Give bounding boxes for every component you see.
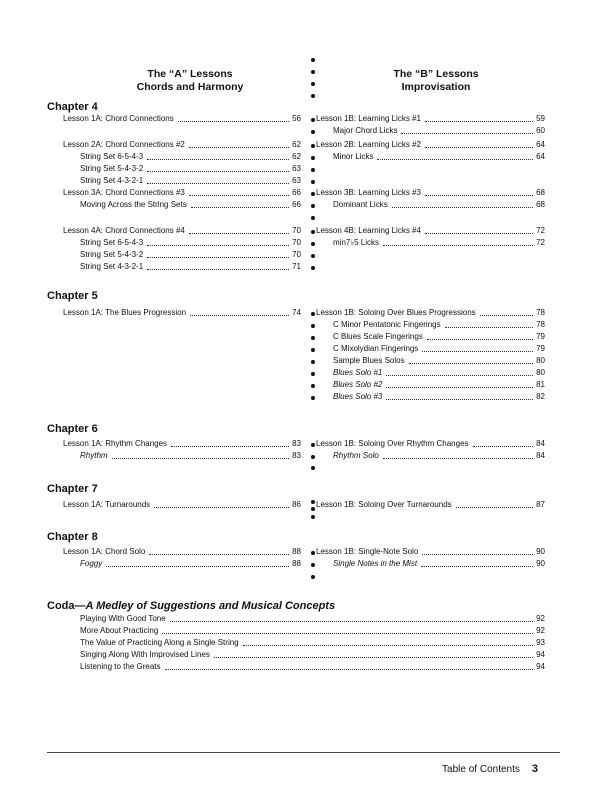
toc-entry[interactable]	[63, 225, 301, 237]
a-lessons-header	[110, 68, 270, 94]
toc-entry-page: 92	[536, 614, 545, 623]
toc-entry-title: Listening to the Greats	[80, 662, 161, 671]
toc-entry-title: C Blues Scale Fingerings	[333, 332, 423, 341]
toc-entry-title: Dominant Licks	[333, 200, 388, 209]
toc-entry-page: 88	[292, 547, 301, 556]
toc-entry-title: String Set 5-4-3-2	[80, 250, 144, 259]
toc-entry[interactable]	[333, 343, 545, 355]
divider-bullet	[311, 144, 315, 148]
dot-leader	[243, 645, 533, 646]
coda-title: A Medley of Suggestions and Musical Concepts	[85, 600, 336, 612]
toc-entry[interactable]	[333, 450, 545, 462]
toc-entry-title: String Set 5-4-3-2	[80, 164, 144, 173]
toc-entry[interactable]	[316, 546, 545, 558]
toc-entry-page: 79	[536, 344, 545, 353]
divider-bullet	[311, 455, 315, 459]
b-lessons-subtitle: Improvisation	[401, 81, 471, 93]
toc-entry[interactable]	[63, 113, 301, 125]
toc-entry[interactable]	[80, 249, 301, 261]
toc-entry-title: C Mixolydian Fingerings	[333, 344, 419, 353]
toc-entry-title: Moving Across the String Sets	[80, 200, 187, 209]
dot-leader	[383, 245, 533, 246]
dot-leader	[191, 207, 289, 208]
divider-bullet	[311, 336, 315, 340]
toc-entry[interactable]	[316, 438, 545, 450]
toc-entry-page: 88	[292, 559, 301, 568]
chapter-8-heading: Chapter 8	[47, 531, 98, 543]
toc-entry[interactable]	[333, 379, 545, 391]
divider-bullet	[311, 515, 315, 519]
toc-entry[interactable]	[63, 546, 301, 558]
dot-leader	[425, 195, 533, 196]
dot-leader	[171, 446, 289, 447]
toc-entry-title: Lesson 1B: Soloing Over Turnarounds	[316, 500, 452, 509]
divider-bullet	[311, 204, 315, 208]
toc-entry[interactable]	[316, 139, 545, 151]
toc-entry-title: min7♭5 Licks	[333, 238, 380, 247]
toc-entry[interactable]	[80, 237, 301, 249]
toc-entry-page: 66	[292, 188, 301, 197]
toc-entry-title: C Minor Pentatonic Fingerings	[333, 320, 441, 329]
toc-entry-page: 93	[536, 638, 545, 647]
divider-bullet	[311, 230, 315, 234]
dot-leader	[480, 315, 533, 316]
toc-entry[interactable]	[80, 637, 545, 649]
toc-entry-title: Lesson 1A: Turnarounds	[63, 500, 151, 509]
toc-entry-title: String Set 4-3-2-1	[80, 262, 144, 271]
toc-entry-title: Lesson 4B: Learning Licks #4	[316, 226, 421, 235]
a-lessons-subtitle: Chords and Harmony	[136, 81, 244, 93]
dot-leader	[147, 183, 289, 184]
toc-entry-page: 60	[536, 126, 545, 135]
toc-entry[interactable]	[333, 237, 545, 249]
toc-entry-title: Blues Solo #1	[333, 368, 383, 377]
toc-entry-title: More About Practicing	[80, 626, 159, 635]
toc-entry[interactable]	[80, 649, 545, 661]
toc-entry[interactable]	[80, 450, 301, 462]
divider-bullet	[311, 118, 315, 122]
divider-bullet	[311, 242, 315, 246]
toc-entry-page: 86	[292, 500, 301, 509]
toc-entry-page: 83	[292, 451, 301, 460]
divider-bullet	[311, 266, 315, 270]
toc-entry-title: Major Chord Licks	[333, 126, 398, 135]
dot-leader	[386, 375, 533, 376]
dot-leader	[147, 245, 289, 246]
toc-entry-page: 63	[292, 176, 301, 185]
footer-label: Table of Contents	[442, 764, 520, 775]
toc-entry-title: String Set 6-5-4-3	[80, 238, 144, 247]
toc-entry-title: Blues Solo #3	[333, 392, 383, 401]
toc-entry[interactable]	[316, 187, 545, 199]
toc-entry-page: 94	[536, 650, 545, 659]
toc-entry[interactable]	[333, 319, 545, 331]
toc-entry[interactable]	[333, 331, 545, 343]
toc-entry[interactable]	[80, 199, 301, 211]
dot-leader	[377, 159, 533, 160]
divider-bullet	[311, 192, 315, 196]
toc-entry-page: 87	[536, 500, 545, 509]
toc-entry-page: 79	[536, 332, 545, 341]
divider-bullet	[311, 575, 315, 579]
coda-heading	[47, 600, 335, 612]
toc-entry-title: Singing Along With Improvised Lines	[80, 650, 210, 659]
toc-entry-page: 70	[292, 226, 301, 235]
toc-entry-page: 70	[292, 250, 301, 259]
toc-entry-page: 56	[292, 114, 301, 123]
dot-leader	[189, 147, 289, 148]
divider-bullet	[311, 372, 315, 376]
divider-bullet	[311, 70, 315, 74]
dot-leader	[401, 133, 533, 134]
divider-bullet	[311, 360, 315, 364]
dot-leader	[425, 121, 533, 122]
toc-entry[interactable]	[333, 355, 545, 367]
toc-entry-title: Lesson 4A: Chord Connections #4	[63, 226, 185, 235]
toc-entry-page: 62	[292, 152, 301, 161]
toc-entry[interactable]	[333, 367, 545, 379]
toc-entry-page: 80	[536, 368, 545, 377]
chapter-6-heading: Chapter 6	[47, 423, 98, 435]
toc-entry-title: Single Notes in the Mist	[333, 559, 418, 568]
dot-leader	[421, 566, 533, 567]
divider-bullet	[311, 94, 315, 98]
toc-entry-title: Rhythm Solo	[333, 451, 379, 460]
toc-entry[interactable]	[63, 307, 301, 319]
toc-entry-title: Lesson 2A: Chord Connections #2	[63, 140, 185, 149]
page-number: 3	[531, 763, 538, 775]
toc-entry-page: 71	[292, 262, 301, 271]
toc-entry-page: 68	[536, 200, 545, 209]
dot-leader	[190, 315, 289, 316]
a-lessons-title: The “A” Lessons	[147, 68, 233, 80]
toc-entry-title: String Set 6-5-4-3	[80, 152, 144, 161]
dot-leader	[383, 458, 533, 459]
toc-entry[interactable]	[63, 187, 301, 199]
toc-entry[interactable]	[80, 163, 301, 175]
toc-entry-title: Lesson 1A: Rhythm Changes	[63, 439, 168, 448]
dot-leader	[422, 351, 533, 352]
toc-entry-title: Lesson 1B: Soloing Over Rhythm Changes	[316, 439, 469, 448]
toc-entry-page: 92	[536, 626, 545, 635]
toc-entry[interactable]	[63, 438, 301, 450]
dot-leader	[162, 633, 533, 634]
toc-entry-page: 80	[536, 356, 545, 365]
dot-leader	[106, 566, 289, 567]
divider-bullet	[311, 551, 315, 555]
dot-leader	[422, 554, 533, 555]
toc-entry-title: Blues Solo #2	[333, 380, 383, 389]
divider-bullet	[311, 466, 315, 470]
dot-leader	[386, 399, 533, 400]
toc-entry[interactable]	[63, 499, 301, 511]
chapter-5-heading: Chapter 5	[47, 290, 98, 302]
toc-entry-title: Lesson 3A: Chord Connections #3	[63, 188, 185, 197]
toc-entry-page: 84	[536, 439, 545, 448]
toc-entry[interactable]	[80, 175, 301, 187]
toc-entry[interactable]	[316, 113, 545, 125]
toc-entry-title: Rhythm	[80, 451, 108, 460]
b-lessons-header	[356, 68, 516, 94]
toc-entry[interactable]	[316, 499, 545, 511]
footer-rule	[47, 752, 560, 753]
toc-entry-title: Minor Licks	[333, 152, 374, 161]
divider-bullet	[311, 130, 315, 134]
dot-leader	[445, 327, 533, 328]
toc-entry-title: The Value of Practicing Along a Single String	[80, 638, 239, 647]
divider-bullet	[311, 254, 315, 258]
toc-entry[interactable]	[333, 199, 545, 211]
divider-bullet	[311, 500, 315, 504]
dot-leader	[425, 233, 533, 234]
toc-entry-page: 63	[292, 164, 301, 173]
coda-prefix: Coda—	[47, 600, 86, 612]
divider-bullet	[311, 180, 315, 184]
toc-entry[interactable]	[80, 613, 545, 625]
divider-bullet	[311, 563, 315, 567]
toc-entry-page: 78	[536, 320, 545, 329]
dot-leader	[147, 159, 289, 160]
divider-bullet	[311, 156, 315, 160]
toc-entry-page: 68	[536, 188, 545, 197]
toc-entry-page: 72	[536, 226, 545, 235]
dot-leader	[149, 554, 289, 555]
divider-bullet	[311, 168, 315, 172]
toc-entry-title: Lesson 3B: Learning Licks #3	[316, 188, 421, 197]
dot-leader	[154, 507, 289, 508]
divider-bullet	[311, 324, 315, 328]
toc-entry[interactable]	[63, 139, 301, 151]
toc-entry-page: 78	[536, 308, 545, 317]
dot-leader	[409, 363, 534, 364]
toc-entry-page: 83	[292, 439, 301, 448]
toc-entry-page: 66	[292, 200, 301, 209]
toc-entry[interactable]	[333, 391, 545, 403]
toc-entry-title: Lesson 1B: Single-Note Solo	[316, 547, 419, 556]
chapter-7-heading: Chapter 7	[47, 483, 98, 495]
dot-leader	[425, 147, 533, 148]
toc-entry-page: 74	[292, 308, 301, 317]
dot-leader	[427, 339, 533, 340]
toc-entry-page: 72	[536, 238, 545, 247]
dot-leader	[456, 507, 533, 508]
toc-entry[interactable]	[333, 125, 545, 137]
dot-leader	[189, 233, 289, 234]
toc-entry-page: 82	[536, 392, 545, 401]
b-lessons-title: The “B” Lessons	[393, 68, 479, 80]
toc-entry-page: 90	[536, 559, 545, 568]
dot-leader	[170, 621, 533, 622]
chapter-4-heading: Chapter 4	[47, 101, 98, 113]
toc-entry-page: 70	[292, 238, 301, 247]
toc-entry-page: 64	[536, 152, 545, 161]
divider-bullet	[311, 396, 315, 400]
divider-bullet	[311, 82, 315, 86]
dot-leader	[165, 669, 534, 670]
toc-entry[interactable]	[80, 558, 301, 570]
toc-entry[interactable]	[333, 558, 545, 570]
toc-entry-title: Foggy	[80, 559, 103, 568]
toc-entry-page: 64	[536, 140, 545, 149]
toc-entry-title: Lesson 1A: Chord Solo	[63, 547, 146, 556]
page-footer	[442, 763, 538, 775]
toc-entry-title: Lesson 1A: The Blues Progression	[63, 308, 187, 317]
dot-leader	[386, 387, 533, 388]
toc-entry-page: 84	[536, 451, 545, 460]
toc-entry-title: Lesson 2B: Learning Licks #2	[316, 140, 421, 149]
dot-leader	[473, 446, 534, 447]
toc-entry[interactable]	[80, 625, 545, 637]
toc-entry[interactable]	[80, 261, 301, 273]
toc-entry-title: Lesson 1B: Learning Licks #1	[316, 114, 421, 123]
dot-leader	[112, 458, 290, 459]
toc-entry-page: 59	[536, 114, 545, 123]
toc-entry[interactable]	[80, 661, 545, 673]
dot-leader	[178, 121, 289, 122]
divider-bullet	[311, 216, 315, 220]
toc-entry-page: 90	[536, 547, 545, 556]
divider-bullet	[311, 312, 315, 316]
divider-bullet	[311, 384, 315, 388]
toc-entry[interactable]	[316, 307, 545, 319]
toc-entry-page: 94	[536, 662, 545, 671]
divider-bullet	[311, 443, 315, 447]
toc-entry-title: Lesson 1B: Soloing Over Blues Progressions	[316, 308, 476, 317]
divider-bullet	[311, 507, 315, 511]
toc-entry-title: Lesson 1A: Chord Connections	[63, 114, 174, 123]
toc-entry[interactable]	[316, 225, 545, 237]
toc-entry-title: Playing With Good Tone	[80, 614, 166, 623]
dot-leader	[214, 657, 533, 658]
toc-entry[interactable]	[333, 151, 545, 163]
dot-leader	[147, 171, 289, 172]
divider-bullet	[311, 58, 315, 62]
dot-leader	[147, 257, 289, 258]
toc-entry[interactable]	[80, 151, 301, 163]
toc-entry-title: String Set 4-3-2-1	[80, 176, 144, 185]
dot-leader	[392, 207, 533, 208]
toc-entry-page: 62	[292, 140, 301, 149]
dot-leader	[147, 269, 289, 270]
toc-entry-page: 81	[536, 380, 545, 389]
dot-leader	[189, 195, 289, 196]
toc-entry-title: Sample Blues Solos	[333, 356, 405, 365]
divider-bullet	[311, 348, 315, 352]
